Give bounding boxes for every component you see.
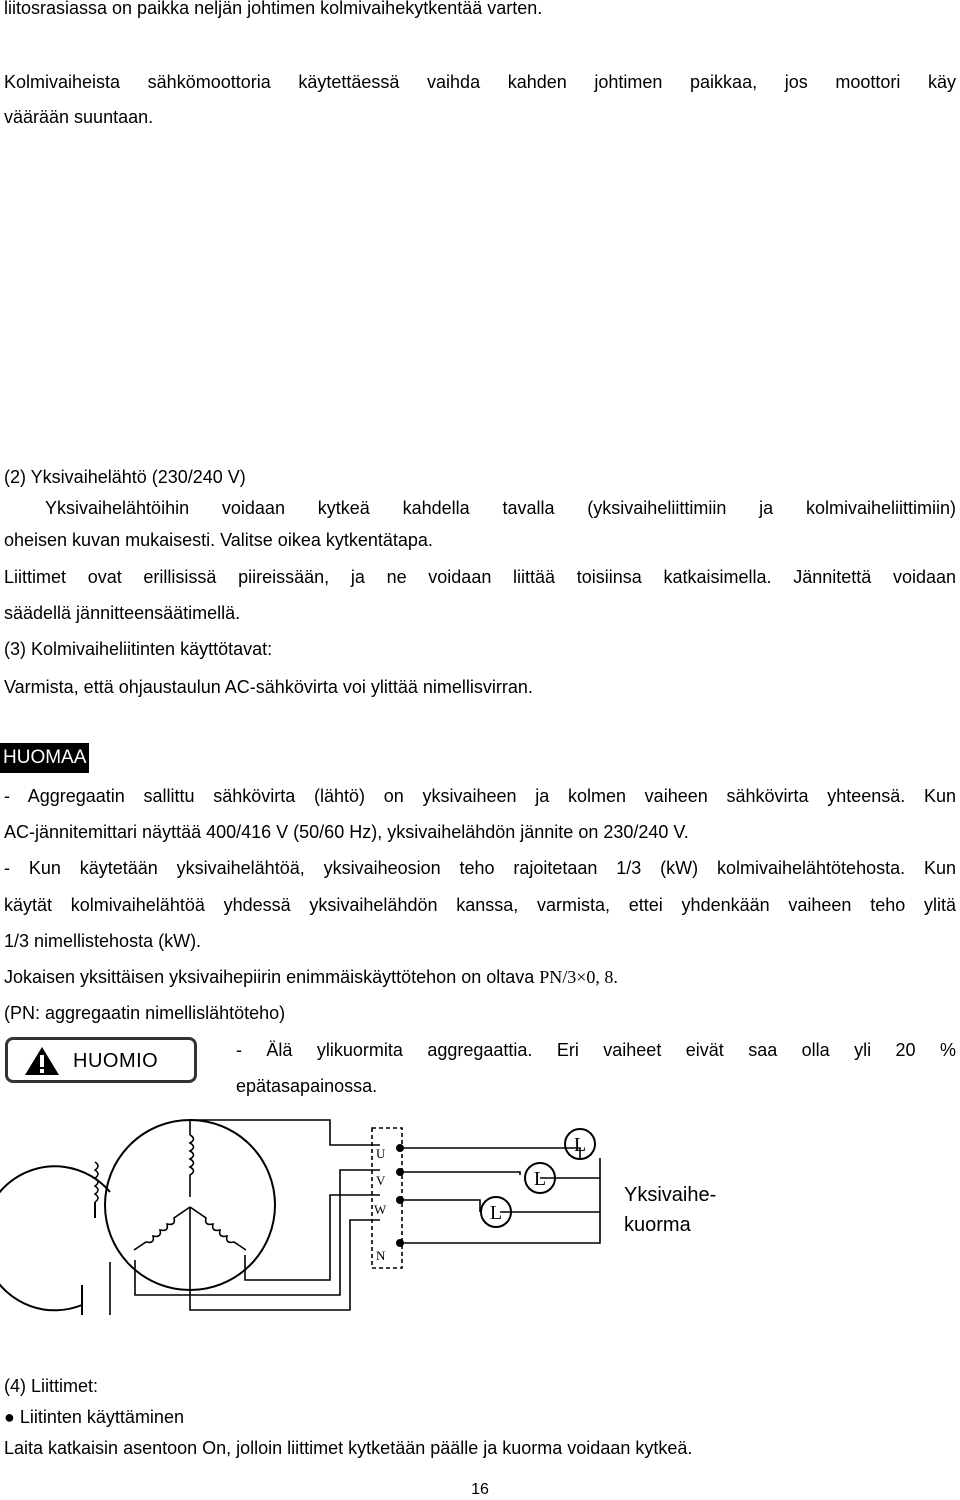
coil-u	[190, 1135, 194, 1197]
paragraph-line: oheisen kuvan mukaisesti. Valitse oikea kytkentätapa.	[4, 530, 433, 550]
load-label-line: kuorma	[624, 1214, 691, 1236]
section-heading: (3) Kolmivaiheliitinten käyttötavat:	[4, 639, 273, 659]
note-label: HUOMAA	[0, 743, 89, 773]
power-formula: PN/3×0, 8.	[539, 967, 618, 987]
paragraph-line: Kolmivaiheista sähkömoottoria käytettäessä vaihda kahden johtimen paikkaa, jos moottori käy	[4, 72, 956, 92]
terminal-v-label: V	[376, 1173, 386, 1188]
paragraph-line: säädellä jännitteensäätimellä.	[4, 603, 241, 623]
note-line	[4, 966, 618, 988]
caution-text: epätasapainossa.	[236, 1076, 378, 1096]
section-heading: (2) Yksivaihelähtö (230/240 V)	[4, 467, 246, 487]
load-label-line: Yksivaihe-	[624, 1184, 717, 1206]
terminal-w-label: W	[374, 1202, 387, 1217]
note-line: - Kun käytetään yksivaihelähtöä, yksivaiheosion teho rajoitetaan 1/3 (kW) kolmivaihelähtötehosta. Kun	[4, 858, 956, 878]
lamp-label: L	[573, 1134, 587, 1156]
caution-label: HUOMIO	[73, 1050, 159, 1072]
paragraph-line: liitosrasiassa on paikka neljän johtimen kolmivaihekytkentää varten.	[4, 0, 543, 18]
note-line: AC-jännitemittari näyttää 400/416 V (50/60 Hz), yksivaihelähdön jännite on 230/240 V.	[4, 822, 689, 842]
coil-v	[134, 1207, 190, 1250]
motor-outline-small	[0, 1166, 110, 1310]
coil-w	[190, 1207, 246, 1250]
bullet-item: ● Liitinten käyttäminen	[4, 1407, 184, 1427]
paragraph-line: Varmista, että ohjaustaulun AC-sähkövirta voi ylittää nimellisvirran.	[4, 677, 533, 697]
caution-badge	[5, 1037, 197, 1083]
note-line: (PN: aggregaatin nimellislähtöteho)	[4, 1003, 286, 1023]
page-number: 16	[471, 1481, 489, 1498]
paragraph-line: väärään suuntaan.	[4, 107, 154, 127]
note-line: - Aggregaatin sallittu sähkövirta (lähtö) on yksivaiheen ja kolmen vaiheen sähkövirta yhteensä. Kun	[4, 786, 956, 806]
lamp-label: L	[489, 1202, 503, 1224]
terminal-u-label: U	[376, 1146, 386, 1161]
wiring-diagram	[0, 1100, 960, 1325]
caution-text: - Älä ylikuormita aggregaattia. Eri vaiheet eivät saa olla yli 20 %	[236, 1040, 956, 1060]
lamp-label: L	[533, 1168, 547, 1190]
paragraph-line: Yksivaihelähtöihin voidaan kytkeä kahdella tavalla (yksivaiheliittimiin ja kolmivaiheliittimiin)	[45, 498, 956, 518]
note-line: 1/3 nimellistehosta (kW).	[4, 931, 202, 951]
note-text: Jokaisen yksittäisen yksivaihepiirin enimmäiskäyttötehon on oltava	[4, 967, 540, 987]
paragraph-line: Laita katkaisin asentoon On, jolloin liittimet kytketään päälle ja kuorma voidaan kytkeä.	[4, 1438, 693, 1458]
paragraph-line: Liittimet ovat erillisissä piireissään, ja ne voidaan liittää toisiinsa katkaisimella. Jännitettä voidaan	[4, 567, 956, 587]
load-label	[624, 1180, 716, 1240]
terminal-n-label: N	[376, 1248, 386, 1263]
warning-icon	[24, 1046, 60, 1076]
section-heading: (4) Liittimet:	[4, 1376, 99, 1396]
note-line: käytät kolmivaihelähtöä yhdessä yksivaihelähdön kanssa, varmista, ettei yhdenkään vaiheen teho ylitä	[4, 895, 956, 915]
